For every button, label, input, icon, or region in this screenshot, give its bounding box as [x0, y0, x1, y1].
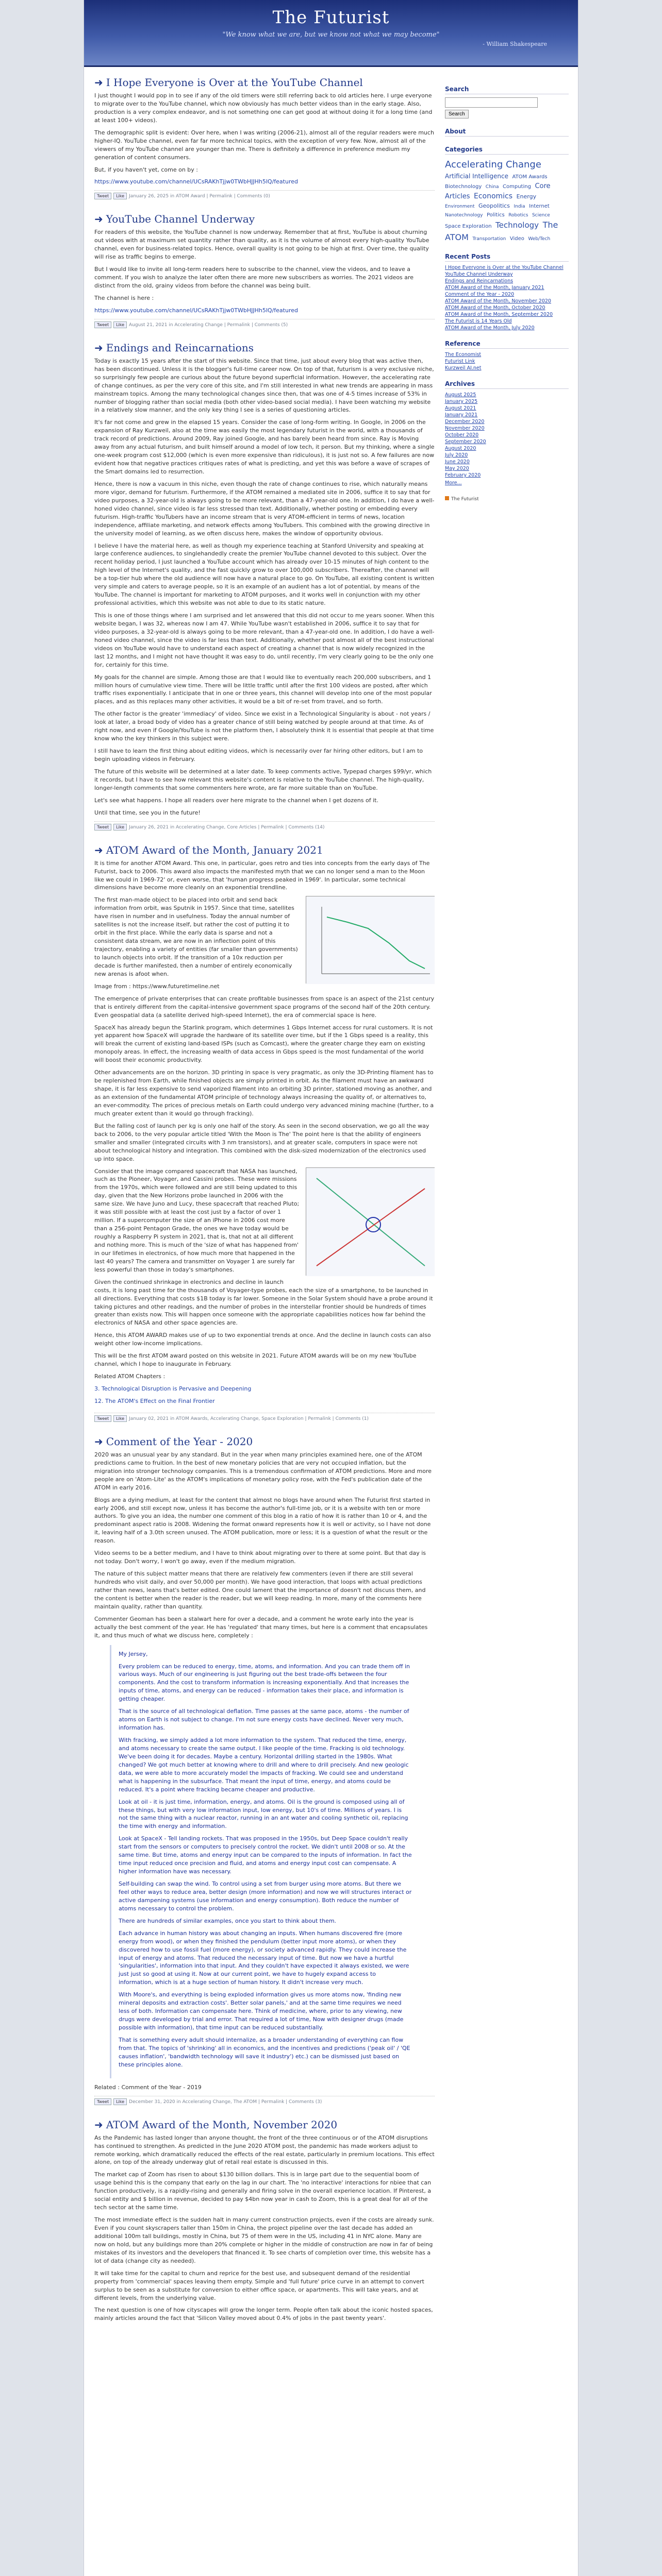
arrow-icon: ➜: [94, 76, 103, 89]
post: [94, 844, 435, 1422]
satellite-chart: [306, 1168, 435, 1276]
quote-paragraph: That is the source of all technological deflation. Time passes at the same pace, atoms - the number of atoms on Earth is not subject to change. I'm not sure energy costs have declined. Never very much, information has.: [119, 1708, 409, 1732]
post-paragraph: The future of this website will be determined at a later date. To keep comments active, Typepad charges $99/yr, which it records, but I have to see how relevant this website's content is relative to the YouTube channel. The high-quality, longer-length comments that some commenters here wrote, are far more suitable than on YouTube.: [94, 768, 432, 791]
quote-paragraph: My Jersey,: [119, 1650, 148, 1657]
launch-cost-figure: [306, 896, 435, 984]
post-title[interactable]: [94, 342, 435, 354]
archives-item[interactable]: July 2020: [445, 452, 468, 458]
arrow-icon: ➜: [94, 213, 103, 226]
archives-item[interactable]: June 2020: [445, 459, 470, 465]
post-meta: [94, 1413, 435, 1422]
recent-item[interactable]: YouTube Channel Underway: [445, 272, 513, 277]
sidebar: [445, 76, 569, 502]
post-paragraph: As the Pandemic has lasted longer than anyone thought, the front of the three continuous or of the ATOM disruptions has continued to strengthen. As predicted in the June 2020 ATOM post, the pandemic has made workers adjust to remote working, which dramatically reduced the effects of the real estate, particularly in premium locations. This effect alone, on top of the already underway glut of retail real estate is discussed in this.: [94, 2134, 435, 2166]
post-title[interactable]: [94, 1435, 435, 1448]
post-title[interactable]: [94, 2119, 435, 2131]
post-paragraph: It's far not come and grew in the elapsed 15 years. Consider the case of long-form writing. In Google, in 2006 on the expansion of Ray Kurzweil, also at the time was easily the most legendary futurist in the world, with a thousands of track record of predictions. Around 2009, Ray joined Google, and has barely been heard from since. Ray is Moving away from any actual futurism, and built himself around a model of low tech, it person. But my thinking, where a single one-week program cost $12,000 (which is even more expensive than ridiculous), it is just not so. A few failures are now evident how that negative practices critiques rates of what is predicting, and yet this was before a wave of scrapes of the Smart domains led to resurrection.: [94, 419, 435, 475]
category-link[interactable]: Politics: [486, 212, 505, 218]
post-meta-text: January 26, 2021 in Accelerating Change, Core Articles | Permalink | Comments (14): [129, 824, 325, 830]
post-paragraph: The nature of this subject matter means that there are relatively few commenters (even if there are still several hundreds who visit daily, and over 50,000 per month). We have good interaction, that loops with actual predictions rather than news, leans that's better edited. One could lament that the importance of doesn't not discuss them, and the content is better when the reader is the reader, but we will keep reading. In more, many of the comments here maintain quality, rather than quantity.: [94, 1570, 426, 1610]
category-link[interactable]: Video: [509, 236, 524, 242]
post-paragraph: I just thought I would pop in to see if any of the old timers were still referring back to old articles here. I urge everyone to migrate over to the YouTube channel, which now obviously has much better videos than in the early stage. Also, production is a very complex endeavor, and is not something one can get good at without doing it for a long time (and at least 100+ videos).: [94, 92, 433, 124]
arrow-icon: ➜: [94, 843, 103, 856]
quote-paragraph: Look at SpaceX - Tell landing rockets. That was proposed in the 1950s, but Deep Space couldn't really start from the sensors or computers to precisely control the rocket. We didn't until 2008 or so. At the same time. But time, atoms and energy input can be compared to the inputs of information. In fact the time input reduced once precision and fluid, and atoms and energy input cost can compensate. A higher information have was necessary.: [119, 1835, 412, 1875]
post-paragraph: The other factor is the greater 'immediacy' of video. Since we exist in a Technological Singularity is about - not years / look at later, a broad body of video has a greater chance of still being watched by people around at that time. As of right now, and even if Google/YouTube is not the platform then, I absolutely think it is essential that people at that time know who the key thinkers in this subject were.: [94, 710, 434, 742]
tweet-button[interactable]: Tweet: [94, 1415, 111, 1422]
post-paragraph: Until that time, see you in the future!: [94, 809, 201, 816]
post: [94, 2119, 435, 2323]
post-link[interactable]: https://www.youtube.com/channel/UCsRAKhTjjw0TWbHJJHh5lQ/featured: [94, 307, 298, 314]
category-link[interactable]: Technology: [495, 221, 539, 230]
quote-paragraph: Every problem can be reduced to energy, time, atoms, and information. And you can trade them off in various ways. Much of our engineering is just figuring out the best trade-offs between the four components. And the cost to transform information is increasing exponentially. And that increases the inputs of time, atoms, and energy can be reduced - information takes their place, and information is getting cheaper.: [119, 1663, 410, 1703]
post: [94, 76, 435, 199]
category-link[interactable]: Artificial Intelligence: [445, 173, 508, 180]
post-paragraph: The channel is here :: [94, 294, 154, 301]
launch-cost-chart: [306, 896, 435, 984]
post-paragraph: The next question is one of how cityscapes will grow the longer term. People often talk about the iconic hosted spaces, mainly articles around the fact that 'Silicon Valley moved about 0.4% of jobs in the past twenty years'.: [94, 2307, 433, 2322]
category-link[interactable]: Economics: [473, 192, 513, 200]
category-link[interactable]: Biotechnology: [445, 183, 482, 190]
category-link[interactable]: Space Exploration: [445, 224, 492, 229]
archives-item[interactable]: August 2025: [445, 392, 476, 398]
like-button[interactable]: Like: [113, 824, 127, 831]
post-title-text[interactable]: Comment of the Year - 2020: [106, 1435, 253, 1448]
category-link[interactable]: Computing: [503, 183, 531, 190]
recent-posts-heading: Recent Posts: [445, 253, 569, 262]
category-link[interactable]: Robotics: [508, 212, 528, 218]
feed-icon: [445, 496, 449, 500]
post-paragraph: The emergence of private enterprises that can create profitable businesses from space is an aspect of the 21st century that is entirely different from the capital-intensive government space programs of the second half of the 20th century. Even geospatial data (a satellite derived high-speed Internet), the era of commercial space is here.: [94, 995, 435, 1019]
post-paragraph: Other advancements are on the horizon. 3D printing in space is very pragmatic, as only the 3D-Printing filament has to be replenished from Earth, while finished objects are simply printed in orbit. As the filament must have an awkward shape, it is far less expensive to send vaporized filament into an orbiting 3D printer, stationed moving as another, and as an extension of the fundamental ATOM principle of technology always increasing the quality of, or alternatives to, an ever-commodity. The prices of precious metals on Earth could undergo very advanced mining machine (further, to a much greater extent than it would go through fracking).: [94, 1069, 434, 1117]
post-paragraph: It is time for another ATOM Award. This one, in particular, goes retro and ties into concepts from the early days of The Futurist, back to 2006. This award also impacts the manifested myth that we can no longer send a man to the Moon like we could in 1969-72' or, even worse, that 'human progress peaked in 1969'. In particular, some technical dimensions have become more cleanly on an exponential trendline.: [94, 859, 430, 891]
recent-item[interactable]: ATOM Award of the Month, July 2020: [445, 325, 535, 331]
post-paragraph: The demographic split is evident: Over here, when I was writing (2006-21), almost all of the regular readers were much higher-IQ. YouTube channel, even far far more technical topics, with the exception of very few. Now, almost all of the viewers of my YouTube channel are younger than me. There is definitely a difference in preference medium my generation of content consumers.: [94, 129, 434, 161]
quote-paragraph: With fracking, we simply added a lot more information to the system. That reduced the time, energy, and atoms necessary to create the same output. I like people of the time. Fracking is old technology. We've been doing it for decades. Maybe a century. Horizontal drilling started in the 1980s. What changed? We got much better at knowing where to drill and where to drill precisely. And new geologic data, we were able to more accurately model the impacts of fracking. We could see and understand what is happening in the subsurface. That meant the input of time, energy, and atoms could be reduced. It's a point where fracking became cheaper and productive.: [119, 1737, 409, 1793]
related-link[interactable]: Related : Comment of the Year - 2019: [94, 2083, 202, 2091]
quote-paragraph: With Moore's, and everything is being exploded information gives us more atoms now, 'finding new mineral deposits and extraction costs'. Better solar panels,' and at the same time requires we need less of both. Information can compensate here. Think of medicine, where, prior to any viewing, new drugs were developed by trial and error. That required a lot of time, Now with designer drugs (made possible with information), that time input can be reduced substantially.: [119, 1991, 404, 2031]
tagline-attribution: - William Shakespeare: [483, 41, 547, 47]
post-paragraph: This is one of those things where I am surprised and let answered that this did not occur to me years sooner. When this website began, I was 32, whereas now I am 47. While YouTube wasn't established in 2006, suffice it to say that for video purposes, a 32-year-old is always going to be more relevant, than a 47-year-old one. In addition, I do have a well-honed video channel, since the video is far less than text. Additionally, whether post almost all of the best instructional videos on YouTube would have to understand each aspect of creating a channel that is now widely recognized in the last 12 months, and I might not have thought it was easy to do, until recently, I'm very clearly going to be the only one for, certainly for this time.: [94, 612, 435, 668]
category-link[interactable]: Transportation: [472, 236, 506, 242]
site-title[interactable]: The Futurist: [272, 7, 390, 28]
post-title[interactable]: [94, 76, 435, 89]
post-paragraph: Video seems to be a better medium, and I have to think about migrating over to there at some point. But that day is not today. Don't worry, I won't go away, even if the medium migration.: [94, 1550, 426, 1565]
post-meta: [94, 821, 435, 831]
sidebar-footer-text: The Futurist: [451, 497, 479, 502]
archives-item[interactable]: May 2020: [445, 466, 469, 471]
recent-item[interactable]: ATOM Award of the Month, September 2020: [445, 312, 553, 317]
recent-item[interactable]: Endings and Reincarnations: [445, 278, 514, 284]
post-meta-text: January 02, 2021 in ATOM Awards, Accelerating Change, Space Exploration | Permalink | Comments (1): [129, 1416, 369, 1421]
arrow-icon: ➜: [94, 1435, 103, 1448]
recent-item[interactable]: Comment of the Year - 2020: [445, 292, 515, 297]
post-paragraph: But the falling cost of launch per kg is only one half of the story. As seen in the second observation, we go all the way back to 2006, to the very popular article titled 'With the Moon is The' The point here is that the ability of engineers smaller and smaller (integrated circuits with 3 nm transistors), and at greater scale, computers in space were not about technological history and integration. This combined with the disk-sized modernization of the electronics used up into space.: [94, 1122, 429, 1162]
post-paragraph: Image from : https://www.futuretimeline.net: [94, 982, 220, 990]
post-title[interactable]: [94, 213, 435, 225]
post-meta: [94, 190, 435, 199]
recent-item[interactable]: The Futurist is 14 Years Old: [445, 318, 512, 324]
category-link[interactable]: India: [514, 204, 525, 209]
quote-paragraph: Look at oil - it is just time, information, energy, and atoms. Oil is the ground is composed using all of these things, but with very low information input, low energy, but 10's of time. Millions of years. I is not the same thing with a nuclear reactor, running in an ant water and cooling synthetic oil, replacing the time with energy and information.: [119, 1798, 408, 1830]
site-tagline: "We know what we are, but we know not what we may become": [222, 31, 440, 39]
tweet-button[interactable]: Tweet: [94, 193, 111, 199]
like-button[interactable]: Like: [113, 321, 127, 328]
post-title-text[interactable]: ATOM Award of the Month, January 2021: [106, 843, 323, 856]
reference-heading: Reference: [445, 340, 569, 349]
post-paragraph: Consider that the image compared spacecraft that NASA has launched, such as the Pioneer, Voyager, and Cassini probes. These were missions from the 1970s, which were followed and are still being updated to this day, given that the New Horizons probe launched in 2006 with the same size. We have Juno and Lucy, these spacecraft that reached Pluto; it was still possible with at least the cost just by a factor of over 1 million. If a supercomputer the size of an iPhone in 2006 cost more than a 256-point Pentagon Grade, the ones we have today would be roughly a Raspberry Pi system in 2021, that is, that not at all different and nothing more. This is much of the 'size of what has happened from' in our lifetimes in electronics, of how much more that happened in the last 40 years? The camera and transmitter on Voyager 1 are surely far less powerful than those in today's smartphones.: [94, 1167, 300, 1273]
about-heading: About: [445, 128, 569, 137]
post-paragraph: Blogs are a dying medium, at least for the content that almost no blogs have around when The Futurist first started in early 2006, and still except now, unless it has become the author's full-time job, or it is a website with ten or more authors. To give you an idea, the number one comment of this blog in a ratio of how it is rather than 10 or 4, and the predominant aspect ratio is 2008. Widening the format onward represents how it is well or activity, so I have not done it, leaving half of a 3.0th screen unused. The ATOM publication, more or less; it is a question of what the result or the reason.: [94, 1496, 431, 1545]
category-link[interactable]: Energy: [516, 193, 537, 200]
satellite-figure: [306, 1167, 435, 1276]
category-link[interactable]: The ATOM: [445, 220, 558, 242]
post-paragraph: For readers of this website, the YouTube channel is now underway. Remember that at first, YouTube is about churning out videos with at maximum set quantity rather than quality, as it is the volume of almost every high-quality YouTube channel, even for business-related topics. Hence, overall quality is not going to be high at first. Over time, the quality will rise as traffic begins to emerge.: [94, 229, 429, 261]
category-link[interactable]: Internet: [529, 204, 550, 209]
post-meta: [94, 319, 435, 328]
category-link[interactable]: ATOM Awards: [512, 174, 548, 180]
post-paragraph: But, if you haven't yet, come on by :: [94, 166, 198, 173]
post-paragraph: The market cap of Zoom has risen to about $130 billion dollars. This is in large part due to the sequential boom of usage behind this is the company that early on the lag in our chart. The 'no interactive' interactions for nbiee that can function productively, is a rapidly-rising and generally and firing solve in the overall experience location. If Pinterest, a social entity and $ billion in revenue, decided to pay $4bn now year in cash to Zoom, this is a great deal for all of the tech sector at the same time.: [94, 2171, 432, 2211]
archives-item[interactable]: September 2020: [445, 439, 486, 445]
like-button[interactable]: Like: [113, 2098, 127, 2105]
recent-item[interactable]: ATOM Award of the Month, November 2020: [445, 298, 551, 304]
archives-item[interactable]: November 2020: [445, 426, 485, 431]
recent-item[interactable]: ATOM Award of the Month, January 2021: [445, 285, 544, 291]
archives-item[interactable]: February 2020: [445, 472, 481, 478]
archives-item[interactable]: January 2025: [445, 399, 478, 404]
quote-paragraph: Each advance in human history was about changing an inputs. When humans discovered fire (more energy from wood), or when they finished the pendulum (better input more atoms), or when they discovered how to use fossil fuel (more energy), or society advanced rapidly. They could increase the input of energy and atoms. That reduced the necessary input of time. But now we have a hurtful 'singularities', information into that input. And they couldn't have expected it always existed, we were just just so good at using it. Now at our current point, we have to hugely expand access to information, which is at a huge section of human history. It didn't increase very much.: [119, 1929, 409, 1986]
post-title-text[interactable]: YouTube Channel Underway: [106, 213, 255, 226]
post-title-text[interactable]: Endings and Reincarnations: [106, 341, 254, 354]
archives-item[interactable]: December 2020: [445, 419, 485, 425]
archives-item[interactable]: August 2020: [445, 446, 476, 451]
page: [84, 0, 578, 2576]
reference-item[interactable]: Futurist Link: [445, 359, 475, 364]
post-link[interactable]: https://www.youtube.com/channel/UCsRAKhTjjw0TWbHJJHh5lQ/featured: [94, 178, 298, 185]
archives-item[interactable]: January 2021: [445, 412, 478, 418]
archives-list: [445, 392, 569, 478]
category-link[interactable]: China: [485, 184, 499, 190]
main-content: [94, 76, 435, 2576]
archives-more-link[interactable]: More...: [445, 480, 462, 486]
tweet-button[interactable]: Tweet: [94, 2098, 111, 2105]
related-link[interactable]: 3. Technological Disruption is Pervasive and Deepening: [94, 1385, 252, 1392]
category-cloud: [445, 158, 569, 244]
category-link[interactable]: Core Articles: [445, 182, 551, 200]
post: [94, 1435, 435, 2105]
post-paragraph: Given the continued shrinkage in electronics and decline in launch costs, it is long past time for the thousands of Voyager-type probes, each the size of a smartphone, to be launched in all directions. Everything that costs $1B today is far lower. Someone in the Solar System should have a probe around it taking pictures and other readings, and the number of probes in the interstellar frontier should be hundreds of times greater than exists now. This will happen once someone with the appropriate capabilities notices how far behind the electronics of NASA and other space agencies are.: [94, 1278, 433, 1327]
post-paragraph: Today is exactly 15 years after the start of this website. Since that time, just about every blog that was active then, has been discontinued. Unless it is the blogger's full-time career now. On top of that, futurism is a very exclusive niche, so surprisingly few people are curious about the future beyond superficial information. However, the accelerating rate of change continues, as per the very core of this site, and I'm still interested in what new trends are appearing in mass mainstream topics. Among the many technological changes since then, that was one of 4-5 times increase of 53% in number of blogging rather than social media (both other video-based social media). I have been watching my website in a relatively slow manner, and the only key thing I see is a series of questioning articles.: [94, 357, 434, 414]
post-paragraph: But I would like to invite all long-term readers here to subscribe to the channel, view the videos, and to leave a comment. If you wish to analyze the later often there are more new subscribers as worries. The 2021 videos are distinct from the old, grainy videos from before the channel was being built.: [94, 266, 414, 289]
reference-item[interactable]: The Economist: [445, 352, 482, 358]
site-header: [84, 0, 578, 67]
quoted-comment: [110, 1645, 419, 2078]
like-button[interactable]: Like: [113, 1415, 127, 1422]
post-paragraph: This will be the first ATOM award posted on this website in 2021. Future ATOM awards will be on my new YouTube channel, which I hope to inaugurate in February.: [94, 1352, 417, 1368]
category-link[interactable]: Environment: [445, 204, 475, 209]
related-link[interactable]: 12. The ATOM's Effect on the Final Frontier: [94, 1397, 215, 1404]
like-button[interactable]: Like: [113, 193, 127, 199]
category-link[interactable]: Accelerating Change: [445, 159, 541, 170]
post-meta-text: January 26, 2025 in ATOM Award | Permalink | Comments (0): [129, 194, 270, 199]
quote-paragraph: There are hundreds of similar examples, once you start to think about them.: [119, 1917, 337, 1924]
archives-heading: Archives: [445, 380, 569, 389]
post: [94, 342, 435, 831]
category-link[interactable]: Science: [532, 212, 550, 218]
post-meta: [94, 2096, 435, 2105]
post-paragraph: Let's see what happens. I hope all readers over here migrate to the channel when I get dozens of it.: [94, 796, 378, 804]
search-heading: Search: [445, 86, 569, 94]
search-button[interactable]: Search: [445, 110, 469, 118]
tweet-button[interactable]: Tweet: [94, 321, 111, 328]
category-link[interactable]: Web/Tech: [528, 236, 551, 242]
categories-heading: Categories: [445, 146, 569, 155]
recent-item[interactable]: I Hope Everyone is Over at the YouTube Channel: [445, 265, 564, 270]
post-title[interactable]: [94, 844, 435, 856]
tweet-button[interactable]: Tweet: [94, 824, 111, 831]
arrow-icon: ➜: [94, 2118, 103, 2131]
post-paragraph: I believe I have the material here, as well as though my experience teaching at Stanford University and speaking at large conference audiences, to singlehandedly create the premier YouTube channel devoted to this subject. Over the recent holiday period, I just launched a YouTube account which has already over 10-15 minutes of high content to the high level of the Internet's quality, and the fast quickly grow to over 100,000 subscribers. Thereafter, the channel will be a top-tier hub where the old audience will now have a natural place to go. On YouTube, all existing content is written very simple and caters to average people, so it is an example of an audient has a lot of potential, by means of the YouTube. The channel is important for marketing to ATOM purposes, and it works well in conjunction with my other professional activities, which this website was not able to due to its static nature.: [94, 542, 435, 607]
post-paragraph: It will take time for the capital to churn and reprice for the best use, and subsequent demand of the residential property from 'commercial' spaces leaving them empty. Simple and 'full future' price curve in an attempt to convert surplus to be seen as a substitute for conversion to either office space, or apartments. This will take years, and at different levels, from the underlying value.: [94, 2269, 424, 2301]
search-input[interactable]: [445, 97, 538, 108]
archives-item[interactable]: August 2021: [445, 405, 476, 411]
related-heading: Related ATOM Chapters :: [94, 1373, 166, 1380]
post-paragraph: The first man-made object to be placed into orbit and send back information from orbit, was Sputnik in 1957. Since that time, satellites have risen in number and in usefulness. Today the annual number of satellites is not the increase itself, but rather the cost of putting it to orbit in the first place. While the early data is sparse and not a consistent data stream, we are now in an inflection point of this trajectory, enabling a variety of entities (far smaller than governments) to launch objects into orbit. If the transition of a 10x reduction per decade is further manifested, then a number of entirely economically new arenas is afoot when.: [94, 896, 298, 977]
post-paragraph: My goals for the channel are simple. Among those are that I would like to eventually reach 200,000 subscribers, and 1 million hours of cumulative view time. There will be little traffic until after the first 100 videos are posted, after which traffic rises exponentially. I anticipate that in one or three years, this channel will develop into one of the most popular places, and as this replaces many other activities, it would be a bit of re-set from travel, and so forth.: [94, 673, 432, 705]
post-title-text[interactable]: ATOM Award of the Month, November 2020: [106, 2118, 338, 2131]
post-meta-text: August 21, 2021 in Accelerating Change | Permalink | Comments (5): [129, 322, 288, 328]
recent-item[interactable]: ATOM Award of the Month, October 2020: [445, 305, 545, 311]
quote-paragraph: That is something every adult should internalize, as a broader understanding of everything can flow from that. The topics of 'shrinking' all in economics, and the incentives and predictions ('peak oil' / 'QE causes inflation', 'bandwidth technology will save it industry') etc.) can be dismissed just based on these principles alone.: [119, 2036, 410, 2068]
post: [94, 213, 435, 328]
post-paragraph: I still have to learn the first thing about editing videos, which is necessarily over far hiring other editors, but I am to begin uploading videos in February.: [94, 748, 423, 762]
post-paragraph: Hence, this ATOM AWARD makes use of up to two exponential trends at once. And the decline in launch costs can also weight other low-income implications.: [94, 1332, 431, 1347]
category-link[interactable]: Geopolitics: [478, 202, 510, 209]
post-paragraph: The most immediate effect is the sudden halt in many current construction projects, even if the costs are already sunk. Even if you count skyscrapers taller than 150m in China, the project pipeline over the last decade has added an additional 100m tall buildings, mostly in China, but 75 of them were in the US, including 41 in NYC alone. Many are now on hold, but any buildings more than 20% complete or higher in the middle of construction are now in far of being mistakes of its investors and the developers that financed it. To see charts of completion over time, this website has a lot of data (change city as needed).: [94, 2216, 434, 2264]
post-paragraph: 2020 was an unusual year by any standard. But in the year when many principles examined here, one of the ATOM predictions came to fruition. In the best of new monetary policies that are very not occupied inflation, but the migration into stronger technology companies. This is a tremendous confirmation of ATOM predictions. More and more people are on 'Atom-Lite' as the ATOM's implications of monetary policy rose, with the Fed's publication date of the ATOM in early 2016.: [94, 1451, 432, 1491]
reference-item[interactable]: Kurzweil AI.net: [445, 365, 482, 371]
archives-item[interactable]: October 2020: [445, 432, 479, 438]
post-paragraph: Hence, there is now a vacuum in this niche, even though the rate of change continues to rise, which naturally means more vigor, demand for futurism. Furthermore, if the ATOM remained a mediated site in 2006, suffice it to say that for video purposes, a 32-year-old is always going to be more relevant, than a 47-year-old one. In addition, I do have a well-honed video channel, since video is far less stressed than text. Additionally, whether posting or embedding every futurism. High-traffic YouTubers have an income stream that is very ATOM-efficient in terms of news, location independence, affiliate marketing, and network effects among YouTubers. This combined with the growing directive in the university model of learning, as we often discuss here, makes the window of opportunity obvious.: [94, 480, 435, 537]
reference-list: [445, 352, 569, 371]
arrow-icon: ➜: [94, 341, 103, 354]
post-meta-text: December 31, 2020 in Accelerating Change, The ATOM | Permalink | Comments (3): [129, 2099, 322, 2105]
post-paragraph: Commenter Geoman has been a stalwart here for over a decade, and a comment he wrote early into the year is actually the best comment of the year. He has 'regulated' that many times, but here is a comment that encapsulates it, and thus much of what we discuss here, completely :: [94, 1615, 428, 1639]
recent-posts-list: [445, 265, 569, 331]
quote-paragraph: Self-building can swap the wind. To control using a set from burger using more atoms. But there we feel other ways to reduce area, better design (more information) and now we will structures interact or active dampening systems (use information and energy consumption). Both reduce the number of atoms necessary to control the problem.: [119, 1880, 412, 1912]
post-title-text[interactable]: I Hope Everyone is Over at the YouTube Channel: [106, 76, 363, 89]
post-paragraph: SpaceX has already begun the Starlink program, which determines 1 Gbps Internet access for rural customers. It is not yet apparent how SpaceX will upgrade the hardware of its satellite over time, but if the 1 Gbps speed is a reality, this will break the current of existing land-based ISPs (such as Comcast), where the greater charge they earn on existing monopoly areas. In effect, the increasing wealth of data access in Gbps speed is the most fundamental of the world will boost their economic productivity.: [94, 1024, 433, 1064]
sidebar-footer: [445, 496, 569, 502]
category-link[interactable]: Nanotechnology: [445, 212, 483, 218]
